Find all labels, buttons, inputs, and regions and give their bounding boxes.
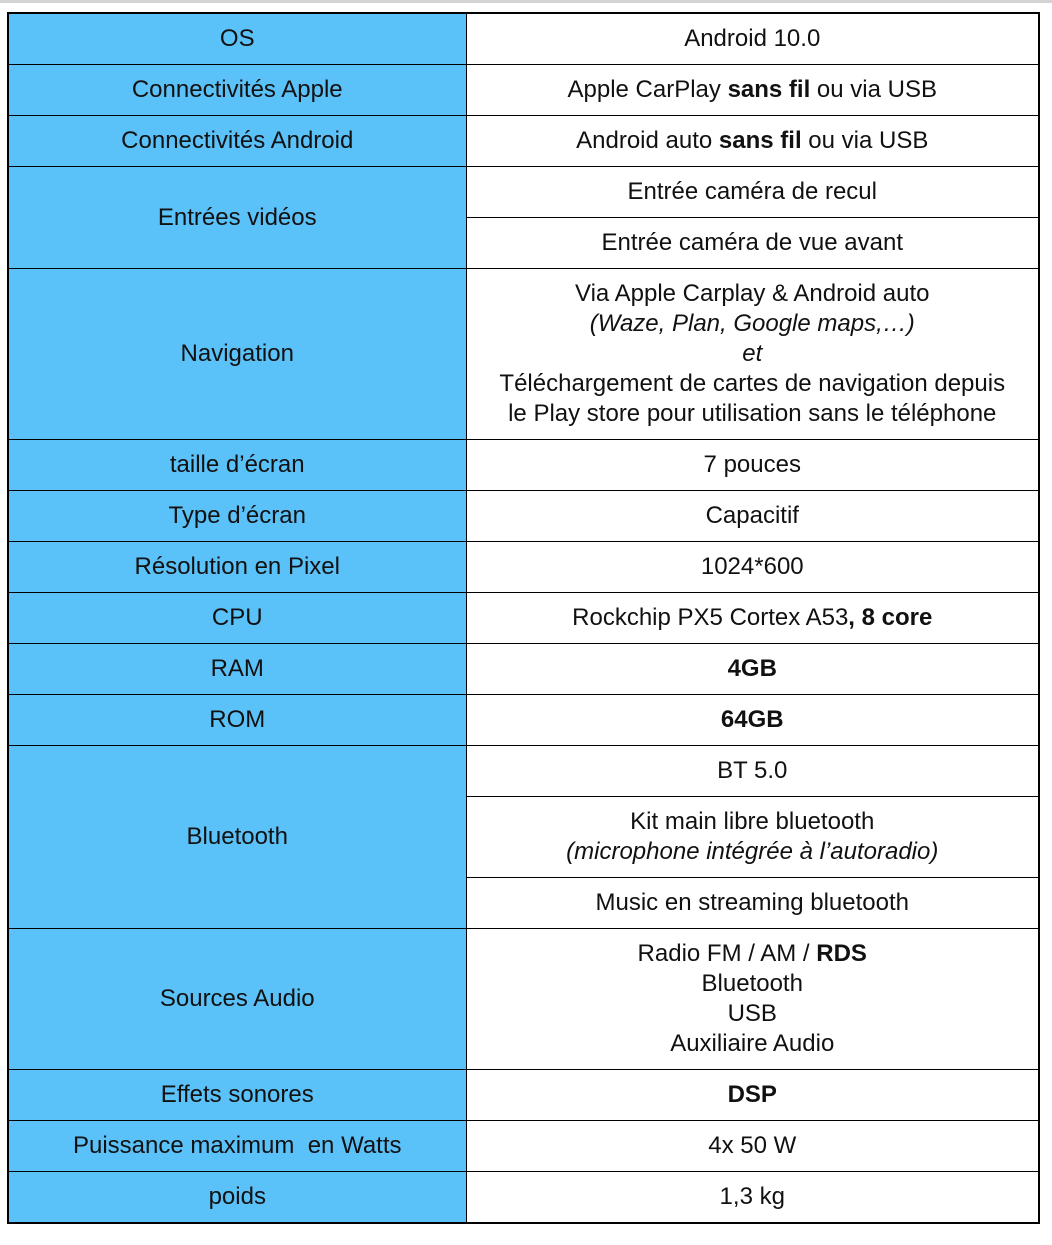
spec-value-cell <box>466 1172 1039 1224</box>
spec-value-text: sans fil <box>718 127 802 154</box>
table-row <box>8 1121 1039 1172</box>
spec-value-text: 64GB <box>720 706 784 733</box>
spec-value-line <box>475 309 1031 339</box>
spec-value-text: DSP <box>727 1081 777 1108</box>
table-row <box>8 65 1039 116</box>
spec-label: Type d’écran <box>168 502 306 529</box>
spec-label: RAM <box>210 655 264 682</box>
spec-value-line <box>475 339 1031 369</box>
spec-value-cell <box>466 542 1039 593</box>
spec-value-text: Entrée caméra de vue avant <box>601 229 903 256</box>
spec-value-text: 4x 50 W <box>708 1132 797 1159</box>
spec-value-line <box>475 654 1031 684</box>
spec-value-line <box>475 705 1031 735</box>
spec-value-cell <box>466 746 1039 797</box>
table-row <box>8 269 1039 440</box>
spec-value-line <box>475 279 1031 309</box>
spec-value-line <box>475 939 1031 969</box>
spec-label-cell <box>8 1070 466 1121</box>
spec-value-text: 1,3 kg <box>719 1183 785 1210</box>
table-row <box>8 593 1039 644</box>
spec-label-cell <box>8 65 466 116</box>
spec-label: CPU <box>211 604 263 631</box>
spec-value-line <box>475 126 1031 156</box>
spec-label: Résolution en Pixel <box>134 553 340 580</box>
spec-value-text: Entrée caméra de recul <box>627 178 877 205</box>
spec-value-text: Music en streaming bluetooth <box>595 889 909 916</box>
spec-value-line <box>475 552 1031 582</box>
table-row <box>8 929 1039 1070</box>
spec-value-text: Android auto <box>576 127 719 154</box>
spec-value-line <box>475 837 1031 867</box>
spec-value-cell <box>466 218 1039 269</box>
spec-value-text: Via Apple Carplay & Android auto <box>575 280 930 307</box>
spec-value-text: et <box>742 340 763 367</box>
spec-value-text: 4GB <box>727 655 777 682</box>
spec-label-cell <box>8 116 466 167</box>
spec-value-line <box>475 969 1031 999</box>
spec-value-text: 1024*600 <box>700 553 804 580</box>
spec-value-cell <box>466 644 1039 695</box>
spec-value-cell <box>466 269 1039 440</box>
spec-value-line <box>475 1080 1031 1110</box>
spec-value-line <box>475 228 1031 258</box>
table-row <box>8 644 1039 695</box>
spec-value-cell <box>466 116 1039 167</box>
spec-value-line <box>475 1029 1031 1059</box>
spec-value-line <box>475 807 1031 837</box>
spec-value-text: ou via USB <box>801 127 929 154</box>
spec-label-cell <box>8 167 466 269</box>
spec-value-text: Auxiliaire Audio <box>670 1030 835 1057</box>
spec-label: OS <box>219 25 255 52</box>
table-row <box>8 167 1039 218</box>
spec-value-line <box>475 75 1031 105</box>
spec-label-cell <box>8 929 466 1070</box>
spec-value-cell <box>466 167 1039 218</box>
spec-label: Connectivités Android <box>121 127 354 154</box>
spec-value-text: Kit main libre bluetooth <box>630 808 875 835</box>
spec-value-line <box>475 603 1031 633</box>
spec-value-cell <box>466 797 1039 878</box>
spec-label-cell <box>8 746 466 929</box>
table-row <box>8 116 1039 167</box>
spec-value-line <box>475 450 1031 480</box>
spec-value-cell <box>466 440 1039 491</box>
spec-value-text: Bluetooth <box>701 970 803 997</box>
spec-label: poids <box>208 1183 266 1210</box>
spec-value-cell <box>466 929 1039 1070</box>
spec-label-cell <box>8 13 466 65</box>
spec-value-line <box>475 24 1031 54</box>
spec-value-cell <box>466 491 1039 542</box>
spec-label-cell <box>8 593 466 644</box>
spec-value-text: 7 pouces <box>703 451 801 478</box>
spec-label-cell <box>8 269 466 440</box>
spec-label: Entrées vidéos <box>157 203 317 231</box>
spec-value-text: Capacitif <box>705 502 799 529</box>
table-row <box>8 695 1039 746</box>
spec-label: taille d’écran <box>169 451 305 478</box>
spec-label: Effets sonores <box>160 1081 314 1108</box>
spec-label: Connectivités Apple <box>131 76 343 103</box>
spec-label: ROM <box>209 706 266 733</box>
spec-label: Puissance maximum en Watts <box>72 1132 402 1159</box>
spec-value-text: , 8 core <box>848 604 933 631</box>
spec-value-text: Téléchargement de cartes de navigation depuis <box>499 370 1006 397</box>
spec-value-line <box>475 399 1031 429</box>
spec-value-text: ou via USB <box>810 76 937 103</box>
spec-label-cell <box>8 695 466 746</box>
spec-value-cell <box>466 695 1039 746</box>
spec-value-line <box>475 501 1031 531</box>
spec-value-cell <box>466 1070 1039 1121</box>
spec-value-text: USB <box>727 1000 777 1027</box>
spec-value-text: Android 10.0 <box>684 25 821 52</box>
spec-value-cell <box>466 593 1039 644</box>
spec-value-text: Rockchip PX5 Cortex A53 <box>572 604 849 631</box>
spec-table <box>7 12 1040 1224</box>
table-row <box>8 491 1039 542</box>
spec-value-line <box>475 177 1031 207</box>
window-top-edge <box>0 0 1052 3</box>
spec-value-text: Apple CarPlay <box>567 76 728 103</box>
spec-label-cell <box>8 542 466 593</box>
spec-label: Bluetooth <box>186 823 288 850</box>
spec-label-cell <box>8 1172 466 1224</box>
spec-label-cell <box>8 491 466 542</box>
spec-label-cell <box>8 1121 466 1172</box>
spec-label: Sources Audio <box>159 985 315 1012</box>
spec-value-line <box>475 1131 1031 1161</box>
spec-value-line <box>475 1182 1031 1212</box>
spec-value-line <box>475 999 1031 1029</box>
spec-value-line <box>475 756 1031 786</box>
table-row <box>8 1172 1039 1224</box>
table-row <box>8 542 1039 593</box>
table-row <box>8 13 1039 65</box>
spec-value-text: BT 5.0 <box>717 757 788 784</box>
spec-value-line <box>475 369 1031 399</box>
spec-value-cell <box>466 13 1039 65</box>
spec-value-text: RDS <box>816 940 867 967</box>
spec-value-cell <box>466 1121 1039 1172</box>
spec-label: Navigation <box>180 340 294 367</box>
spec-value-text: sans fil <box>727 76 811 103</box>
table-row <box>8 440 1039 491</box>
spec-value-text: le Play store pour utilisation sans le téléphone <box>508 400 997 427</box>
spec-value-cell <box>466 878 1039 929</box>
spec-label-cell <box>8 644 466 695</box>
table-row <box>8 746 1039 797</box>
spec-value-text: Radio FM / AM / <box>637 940 817 967</box>
spec-table-body <box>8 13 1039 1223</box>
spec-value-cell <box>466 65 1039 116</box>
spec-label-cell <box>8 440 466 491</box>
spec-value-text: (Waze, Plan, Google maps,…) <box>589 310 915 337</box>
spec-value-line <box>475 888 1031 918</box>
spec-value-text: (microphone intégrée à l’autoradio) <box>566 838 939 865</box>
table-row <box>8 1070 1039 1121</box>
